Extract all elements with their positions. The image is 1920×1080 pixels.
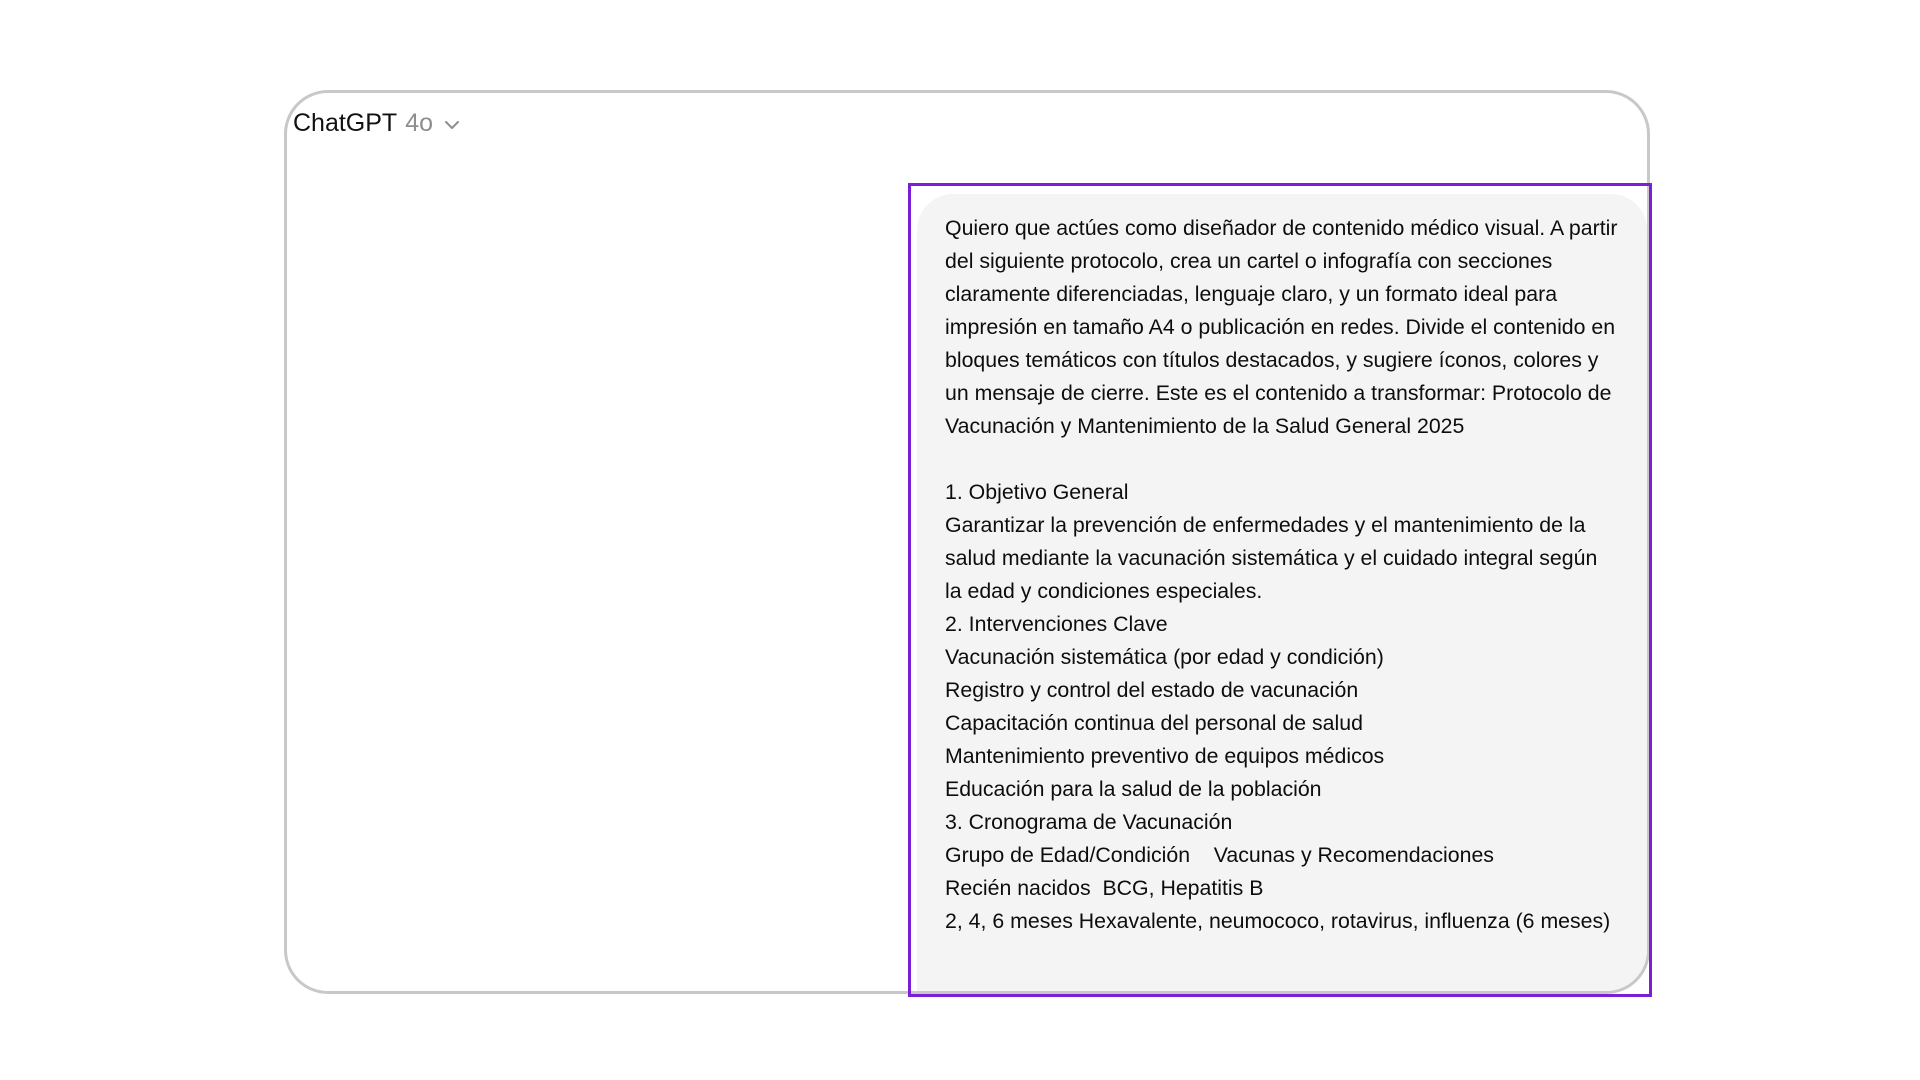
- list-item: Registro y control del estado de vacunación: [945, 678, 1359, 702]
- table-cell: Recién nacidos: [945, 876, 1091, 900]
- list-item: Capacitación continua del personal de salud: [945, 711, 1363, 735]
- table-cell: 2, 4, 6 meses: [945, 909, 1073, 933]
- table-header-cell: Vacunas y Recomendaciones: [1213, 843, 1494, 867]
- table-cell: Hexavalente, neumococo, rotavirus, influenza (6 meses): [1078, 909, 1611, 933]
- paragraph-gap: [945, 443, 1619, 476]
- section-title: 3. Cronograma de Vacunación: [945, 810, 1233, 834]
- section-title: 2. Intervenciones Clave: [945, 612, 1168, 636]
- app-window: [284, 90, 1650, 994]
- user-message-bubble: [917, 194, 1647, 994]
- model-label: 4o: [405, 109, 434, 137]
- section-text: Garantizar la prevención de enfermedades y el mantenimiento de la salud mediante la vacunación sistemática y el cuidado integral según la edad y condiciones especiales.: [945, 513, 1598, 603]
- message-intro: Quiero que actúes como diseñador de contenido médico visual. A partir del siguiente protocolo, crea un cartel o infografía con secciones claramente diferenciadas, lenguaje claro, y un formato ideal para impresión en tamaño A4 o publicación en redes. Divide el contenido en bloques temáticos con títulos destacados, y sugiere íconos, colores y un mensaje de cierre. Este es el contenido a transformar: Protocolo de Vacunación y Mantenimiento de la Salud General 2025: [945, 216, 1618, 438]
- list-item: Vacunación sistemática (por edad y condición): [945, 645, 1384, 669]
- model-selector[interactable]: [293, 109, 461, 138]
- table-row: [945, 905, 1619, 938]
- table-header-cell: Grupo de Edad/Condición: [945, 843, 1191, 867]
- table-row: [945, 872, 1619, 905]
- table-header-row: [945, 839, 1619, 872]
- chevron-down-icon: [443, 116, 461, 134]
- table-cell: BCG, Hepatitis B: [1102, 876, 1264, 900]
- section-title: 1. Objetivo General: [945, 480, 1129, 504]
- list-item: Educación para la salud de la población: [945, 777, 1322, 801]
- list-item: Mantenimiento preventivo de equipos médicos: [945, 744, 1385, 768]
- app-title: ChatGPT: [293, 109, 398, 137]
